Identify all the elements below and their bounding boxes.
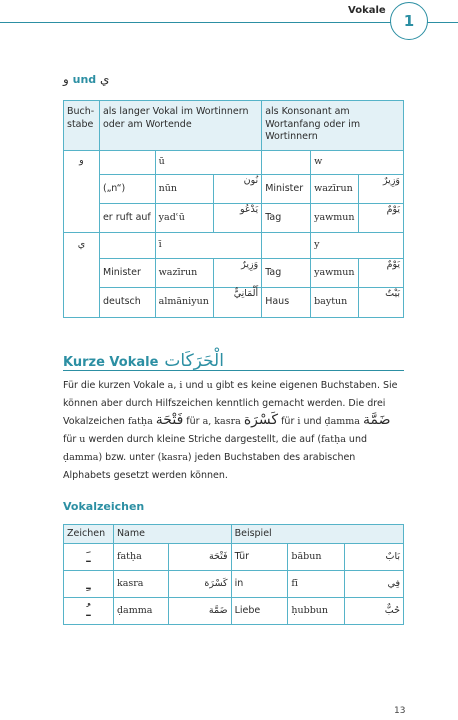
empty-cell	[99, 233, 155, 259]
vowel-name-arabic: ضَمَّة	[168, 598, 231, 625]
subheading-ya: ي	[100, 72, 110, 86]
vowel-i: i	[297, 416, 301, 428]
arabic-word: حُبٌّ	[345, 598, 404, 625]
header-consonant: als Konsonant am Wortanfang oder im Wortinnern	[262, 101, 404, 151]
vowel-sign: ـُ	[64, 598, 114, 625]
long-vowel-i: ī	[155, 233, 262, 259]
gloss: er ruft auf	[99, 204, 155, 233]
vowel-u: u	[79, 434, 86, 446]
table-row	[64, 151, 404, 175]
gloss: Minister	[99, 259, 155, 288]
transliteration: wazīrun	[155, 259, 213, 288]
arabic-word: أَلْمَانِيٌّ	[213, 288, 262, 318]
waw-ya-table	[63, 100, 404, 318]
running-header-title: Vokale	[348, 5, 386, 16]
gloss: („n“)	[99, 175, 155, 204]
table-row	[64, 544, 404, 571]
vowel-sign: ـِ	[64, 571, 114, 598]
header-rule	[0, 22, 392, 23]
term-kasra: kasra	[161, 451, 188, 463]
text: ) bzw. unter (	[98, 451, 162, 463]
text: für	[183, 416, 203, 428]
arabic-word: يَوْمٌ	[358, 259, 403, 288]
letter-ya: ي	[64, 233, 100, 318]
transliteration: yawmun	[311, 204, 358, 233]
chapter-number: 1	[403, 12, 415, 30]
letter-waw: و	[64, 151, 100, 233]
transliteration: fī	[288, 571, 345, 598]
arabic-word: بَيْتٌ	[358, 288, 403, 318]
text: und	[182, 380, 207, 391]
transliteration: wazīrun	[311, 175, 358, 204]
text: gibt es keine eigenen Buchstaben. Sie können aber durch Hilfszeichen kenntlich gemacht werden. Die drei Vokalzeichen	[63, 380, 398, 428]
arabic-word: يَدْعُو	[213, 204, 262, 233]
gloss: Liebe	[231, 598, 288, 625]
arabic-word: وَزِيرٌ	[358, 175, 403, 204]
table-row	[64, 233, 404, 259]
vowel-sign: ـَ	[64, 544, 114, 571]
table-row	[64, 259, 404, 288]
arabic-word: نُون	[213, 175, 262, 204]
vowel-name: fatḥa	[113, 544, 168, 571]
text: für	[278, 416, 298, 428]
section-title-text: Kurze Vokale	[63, 355, 159, 370]
text: für	[63, 434, 80, 446]
arabic-word: يَوْمٌ	[358, 204, 403, 233]
arabic-word: فِي	[345, 571, 404, 598]
header-long-vowel: als langer Vokal im Wortinnern oder am Wortende	[99, 101, 261, 151]
table-row	[64, 571, 404, 598]
section-rule	[63, 370, 404, 371]
subheading-waw-ya	[63, 72, 109, 86]
gloss: Tag	[262, 204, 311, 233]
empty-cell	[262, 233, 311, 259]
gloss: Tag	[262, 259, 311, 288]
header-rule-right	[427, 22, 458, 23]
transliteration: nūn	[155, 175, 213, 204]
vowel-name-arabic: كَسْرَة	[168, 571, 231, 598]
vowel-name: ḍamma	[113, 598, 168, 625]
arabic-fatha: فَتْحَة	[155, 412, 184, 429]
long-vowel-u: ū	[155, 151, 262, 175]
term-damma: ḍamma	[63, 451, 99, 463]
vowel-u: u	[206, 380, 213, 391]
arabic-damma: ضَمَّة	[363, 412, 391, 429]
arabic-kasra: كَسْرَة	[243, 412, 279, 429]
transliteration: almāniyun	[155, 288, 213, 318]
subheading-und: und	[72, 73, 97, 86]
table-row	[64, 175, 404, 204]
table-row	[64, 288, 404, 318]
subheading-waw: و	[63, 72, 69, 86]
gloss: deutsch	[99, 288, 155, 318]
text: ,	[173, 380, 180, 391]
page-number: 13	[394, 706, 406, 716]
header-name: Name	[113, 525, 231, 544]
empty-cell	[99, 151, 155, 175]
gloss: Minister	[262, 175, 311, 204]
transliteration: yawmun	[311, 259, 358, 288]
text: Für die kurzen Vokale	[63, 380, 168, 391]
body-paragraph	[63, 377, 404, 484]
chapter-badge	[390, 2, 428, 40]
table-row	[64, 598, 404, 625]
empty-cell	[262, 151, 311, 175]
vowel-name-arabic: فَتْحَة	[168, 544, 231, 571]
vowel-a: a,	[202, 416, 212, 428]
header-sign: Zeichen	[64, 525, 114, 544]
transliteration: baytun	[311, 288, 358, 318]
vowel-name: kasra	[113, 571, 168, 598]
table-header-row	[64, 525, 404, 544]
vowel-a: a	[167, 380, 174, 391]
transliteration: ḥubbun	[288, 598, 345, 625]
term-fatha: fatḥa	[127, 416, 153, 428]
term-kasra: kasra	[214, 416, 241, 428]
transliteration: yadʿū	[155, 204, 213, 233]
arabic-word: وَزِيرٌ	[213, 259, 262, 288]
transliteration: bābun	[288, 544, 345, 571]
header-letter: Buchstabe	[64, 101, 100, 151]
consonant-y: y	[311, 233, 404, 259]
text: und	[345, 434, 367, 446]
arabic-word: بَابٌ	[345, 544, 404, 571]
text: werden durch kleine Striche dargestellt, die auf (	[85, 434, 322, 446]
header-example: Beispiel	[231, 525, 403, 544]
gloss: in	[231, 571, 288, 598]
term-damma: ḍamma	[324, 416, 360, 428]
gloss: Tür	[231, 544, 288, 571]
vowel-signs-table	[63, 524, 404, 625]
section-title-arabic: الْحَرَكَات	[164, 351, 224, 371]
table-header-row	[64, 101, 404, 151]
subsection-title: Vokalzeichen	[63, 500, 145, 513]
term-fatha: fatḥa	[321, 434, 346, 446]
vowel-i: i	[179, 380, 183, 391]
consonant-w: w	[311, 151, 404, 175]
section-title	[63, 351, 224, 371]
gloss: Haus	[262, 288, 311, 318]
table-row	[64, 204, 404, 233]
text: ) jeden Buchstaben des arabischen Alphabets gesetzt werden können.	[63, 451, 356, 481]
text: und	[300, 416, 325, 428]
